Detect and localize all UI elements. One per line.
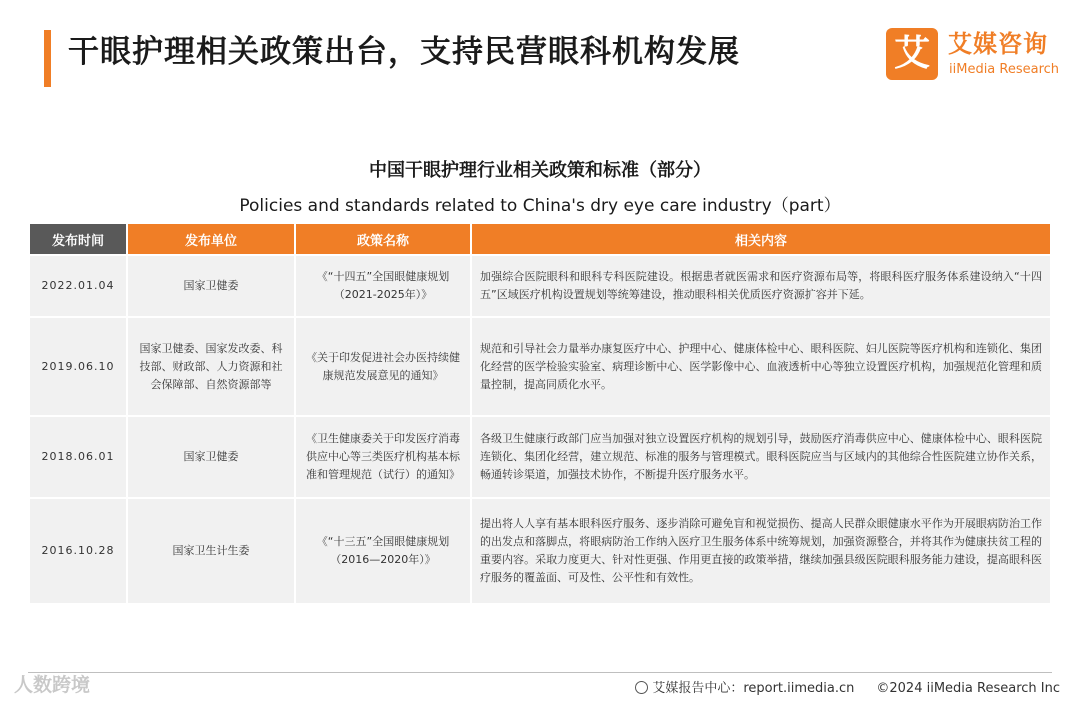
cell-date: 2016.10.28 [30, 499, 126, 603]
table-row [30, 417, 1050, 497]
cell-policy-name: 《关于印发促进社会办医持续健康规范发展意见的通知》 [296, 318, 470, 415]
header-department: 发布单位 [128, 224, 294, 254]
copyright-text: ©2024 iiMedia Research Inc [876, 681, 1060, 696]
table-row [30, 318, 1050, 415]
table-row [30, 499, 1050, 603]
cell-department: 国家卫生计生委 [128, 499, 294, 603]
footer-divider [28, 672, 1052, 673]
header-policy-name: 政策名称 [296, 224, 470, 254]
table-header-row [30, 224, 1050, 254]
table-title-en: Policies and standards related to China's dry eye care industry（part） [239, 196, 841, 216]
logo-en-text: iiMedia Research [949, 62, 1060, 77]
table-row [30, 256, 1050, 316]
cell-policy-name: 《卫生健康委关于印发医疗消毒供应中心等三类医疗机构基本标准和管理规范（试行）的通知》 [296, 417, 470, 497]
cell-date: 2018.06.01 [30, 417, 126, 497]
footer [635, 680, 1060, 698]
cell-date: 2019.06.10 [30, 318, 126, 415]
logo-cn-text: 艾媒咨询 [948, 30, 1048, 58]
cell-content: 规范和引导社会力量举办康复医疗中心、护理中心、健康体检中心、眼科医院、妇儿医院等医疗机构和连锁化、集团化经营的医学检验实验室、病理诊断中心、医学影像中心、血液透析中心等独立设置医疗机构，加强规范化管理和质量控制，提高同质化水平。 [472, 318, 1050, 415]
cell-content: 提出将人人享有基本眼科医疗服务、逐步消除可避免盲和视觉损伤、提高人民群众眼健康水平作为开展眼病防治工作的出发点和落脚点，将眼病防治工作纳入医疗卫生服务体系中统筹规划，加强资源整合，并将其作为健康扶贫工程的重要内容。采取力度更大、针对性更强、作用更直接的政策举措，继续加强县级医院眼科服务能力建设，提高眼科医疗服务的覆盖面、可及性、公平性和有效性。 [472, 499, 1050, 603]
table-title-cn: 中国干眼护理行业相关政策和标准（部分） [369, 160, 711, 181]
cell-policy-name: 《“十四五”全国眼健康规划（2021-2025年）》 [296, 256, 470, 316]
title-accent-bar [44, 30, 51, 87]
report-center-link[interactable]: 艾媒报告中心：report.iimedia.cn [652, 681, 855, 696]
watermark: 人数跨境 [14, 674, 91, 696]
iimedia-logo [886, 28, 1066, 82]
logo-mark-icon: 艾 [886, 28, 938, 80]
header-content: 相关内容 [472, 224, 1050, 254]
cell-policy-name: 《“十三五”全国眼健康规划（2016—2020年）》 [296, 499, 470, 603]
page-title: 干眼护理相关政策出台，支持民营眼科机构发展 [68, 34, 740, 70]
cell-content: 各级卫生健康行政部门应当加强对独立设置医疗机构的规划引导，鼓励医疗消毒供应中心、健康体检中心、眼科医院连锁化、集团化经营，建立规范、标准的服务与管理模式。眼科医院应当与区域内的其他综合性医院建立协作关系，畅通转诊渠道，加强技术协作，不断提升医疗服务水平。 [472, 417, 1050, 497]
cell-department: 国家卫健委 [128, 256, 294, 316]
header-date: 发布时间 [30, 224, 126, 254]
policy-table [28, 222, 1052, 605]
cell-department: 国家卫健委 [128, 417, 294, 497]
cell-department: 国家卫健委、国家发改委、科技部、财政部、人力资源和社会保障部、自然资源部等 [128, 318, 294, 415]
globe-icon [635, 681, 648, 694]
cell-date: 2022.01.04 [30, 256, 126, 316]
cell-content: 加强综合医院眼科和眼科专科医院建设。根据患者就医需求和医疗资源布局等，将眼科医疗服务体系建设纳入“十四五”区域医疗机构设置规划等统筹建设，推动眼科相关优质医疗资源扩容并下延。 [472, 256, 1050, 316]
